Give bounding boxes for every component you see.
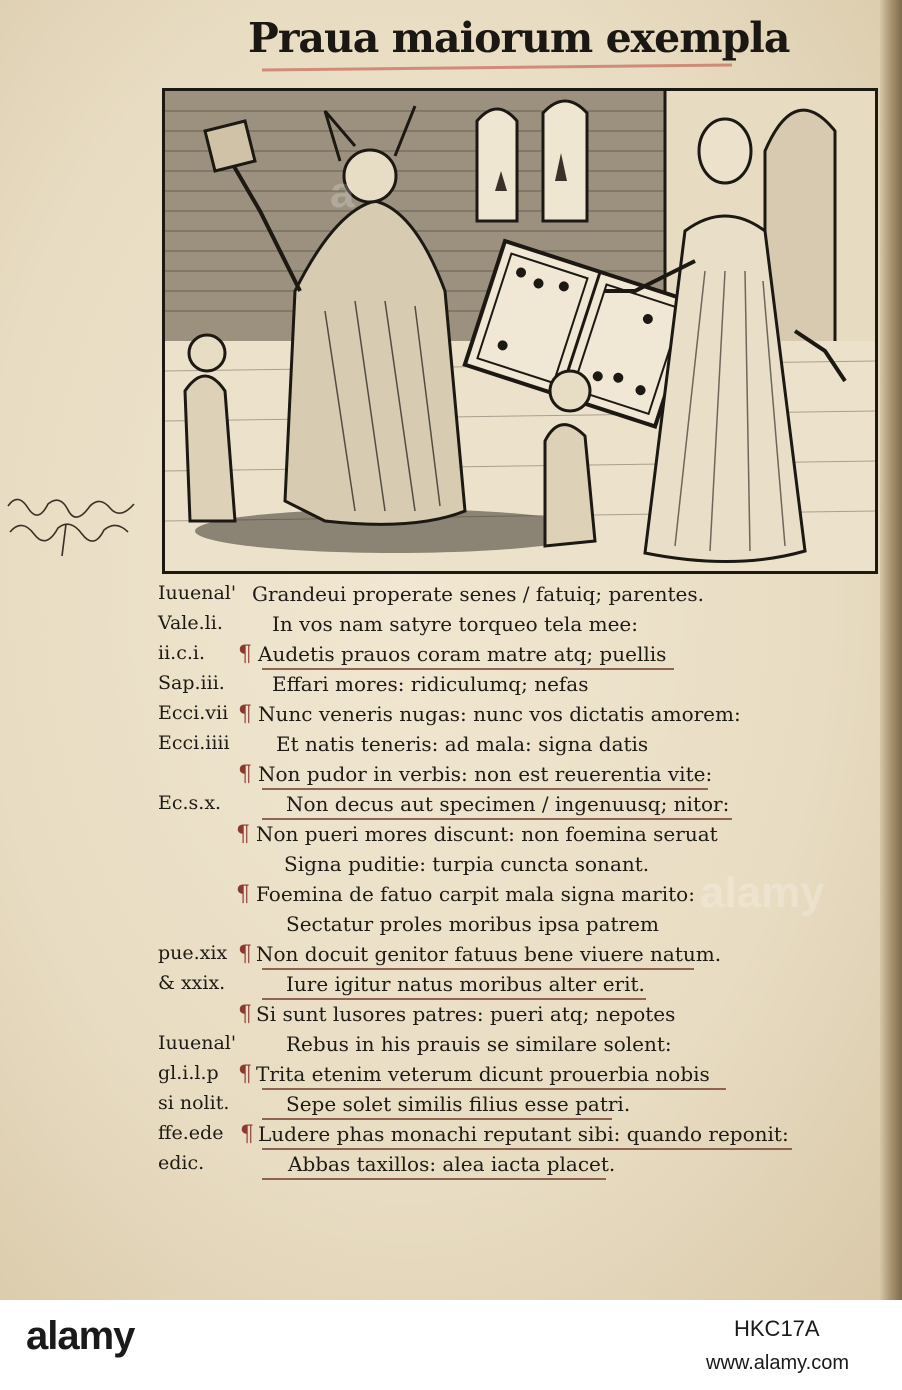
underline-rule: [262, 998, 646, 1000]
margin-gloss: Iuuenal': [158, 1032, 237, 1054]
underline-rule: [262, 1088, 726, 1090]
underline-rule: [262, 968, 694, 970]
pilcrow-mark: ¶: [238, 1002, 252, 1027]
verse-text: Foemina de fatuo carpit mala signa marito:: [256, 882, 695, 906]
margin-gloss: pue.xix: [158, 942, 228, 964]
watermark-logo: alamy: [700, 868, 825, 917]
image-id: HKC17A: [734, 1316, 820, 1341]
verse-text: Ludere phas monachi reputant sibi: quando reponit:: [258, 1122, 789, 1146]
pilcrow-mark: ¶: [238, 702, 252, 727]
verse-text: Non pudor in verbis: non est reuerentia vite:: [258, 762, 713, 786]
watermark-logo: a: [330, 168, 355, 217]
handwritten-margin-note: [4, 488, 154, 558]
alamy-logo: alamy: [26, 1314, 135, 1358]
verse-text: Iure igitur natus moribus alter erit.: [286, 972, 645, 996]
verse-text: Trita etenim veterum dicunt prouerbia nobis: [256, 1062, 710, 1086]
underline-rule: [262, 668, 674, 670]
site-url: www.alamy.com: [706, 1352, 849, 1374]
verse-text: Abbas taxillos: alea iacta placet.: [288, 1152, 616, 1176]
verse-text: Si sunt lusores patres: pueri atq; nepotes: [256, 1002, 676, 1026]
margin-gloss: ii.c.i.: [158, 642, 205, 664]
margin-gloss: edic.: [158, 1152, 205, 1174]
pilcrow-mark: ¶: [238, 642, 252, 667]
underline-rule: [262, 818, 732, 820]
verse-text: Sepe solet similis filius esse patri.: [286, 1092, 631, 1116]
margin-gloss: gl.i.l.p: [158, 1062, 219, 1084]
stock-footer-bar: [0, 1300, 902, 1390]
underline-rule: [262, 1178, 606, 1180]
page-title: Praua maiorum exempla: [248, 14, 790, 62]
verse-text: Rebus in his prauis se similare solent:: [286, 1032, 672, 1056]
margin-gloss: & xxix.: [158, 972, 226, 994]
margin-gloss: si nolit.: [158, 1092, 230, 1114]
verse-text: Grandeui properate senes / fatuiq; parentes.: [252, 582, 704, 606]
verse-text: Non pueri mores discunt: non foemina seruat: [256, 822, 718, 846]
margin-gloss: Ecci.vii: [158, 702, 229, 724]
verse-text: Effari mores: ridiculumq; nefas: [272, 672, 589, 696]
verse-text: Et natis teneris: ad mala: signa datis: [276, 732, 649, 756]
verse-text: Sectatur proles moribus ipsa patrem: [286, 912, 659, 936]
verse-text: Non docuit genitor fatuus bene viuere natum.: [256, 942, 722, 966]
page-gutter: [880, 0, 902, 1300]
verse-text: Non decus aut specimen / ingenuusq; nitor:: [286, 792, 730, 816]
pilcrow-mark: ¶: [240, 1122, 254, 1147]
verse-text: Audetis prauos coram matre atq; puellis: [258, 642, 667, 666]
margin-gloss: Iuuenal': [158, 582, 237, 604]
underline-rule: [262, 788, 708, 790]
underline-rule: [262, 1148, 792, 1150]
verse-text: In vos nam satyre torqueo tela mee:: [272, 612, 638, 636]
pilcrow-mark: ¶: [238, 1062, 252, 1087]
margin-gloss: Ecci.iiii: [158, 732, 230, 754]
margin-gloss: Ec.s.x.: [158, 792, 222, 814]
pilcrow-mark: ¶: [236, 822, 250, 847]
woodcut-illustration: [162, 88, 878, 574]
margin-gloss: ffe.ede: [158, 1122, 224, 1144]
woodcut-drawing: [165, 91, 875, 571]
verse-text: Nunc veneris nugas: nunc vos dictatis amorem:: [258, 702, 741, 726]
margin-gloss: Sap.iii.: [158, 672, 225, 694]
verse-text: Signa puditie: turpia cuncta sonant.: [284, 852, 650, 876]
underline-rule: [262, 1118, 612, 1120]
pilcrow-mark: ¶: [238, 942, 252, 967]
margin-gloss: Vale.li.: [158, 612, 223, 634]
pilcrow-mark: ¶: [236, 882, 250, 907]
pilcrow-mark: ¶: [238, 762, 252, 787]
